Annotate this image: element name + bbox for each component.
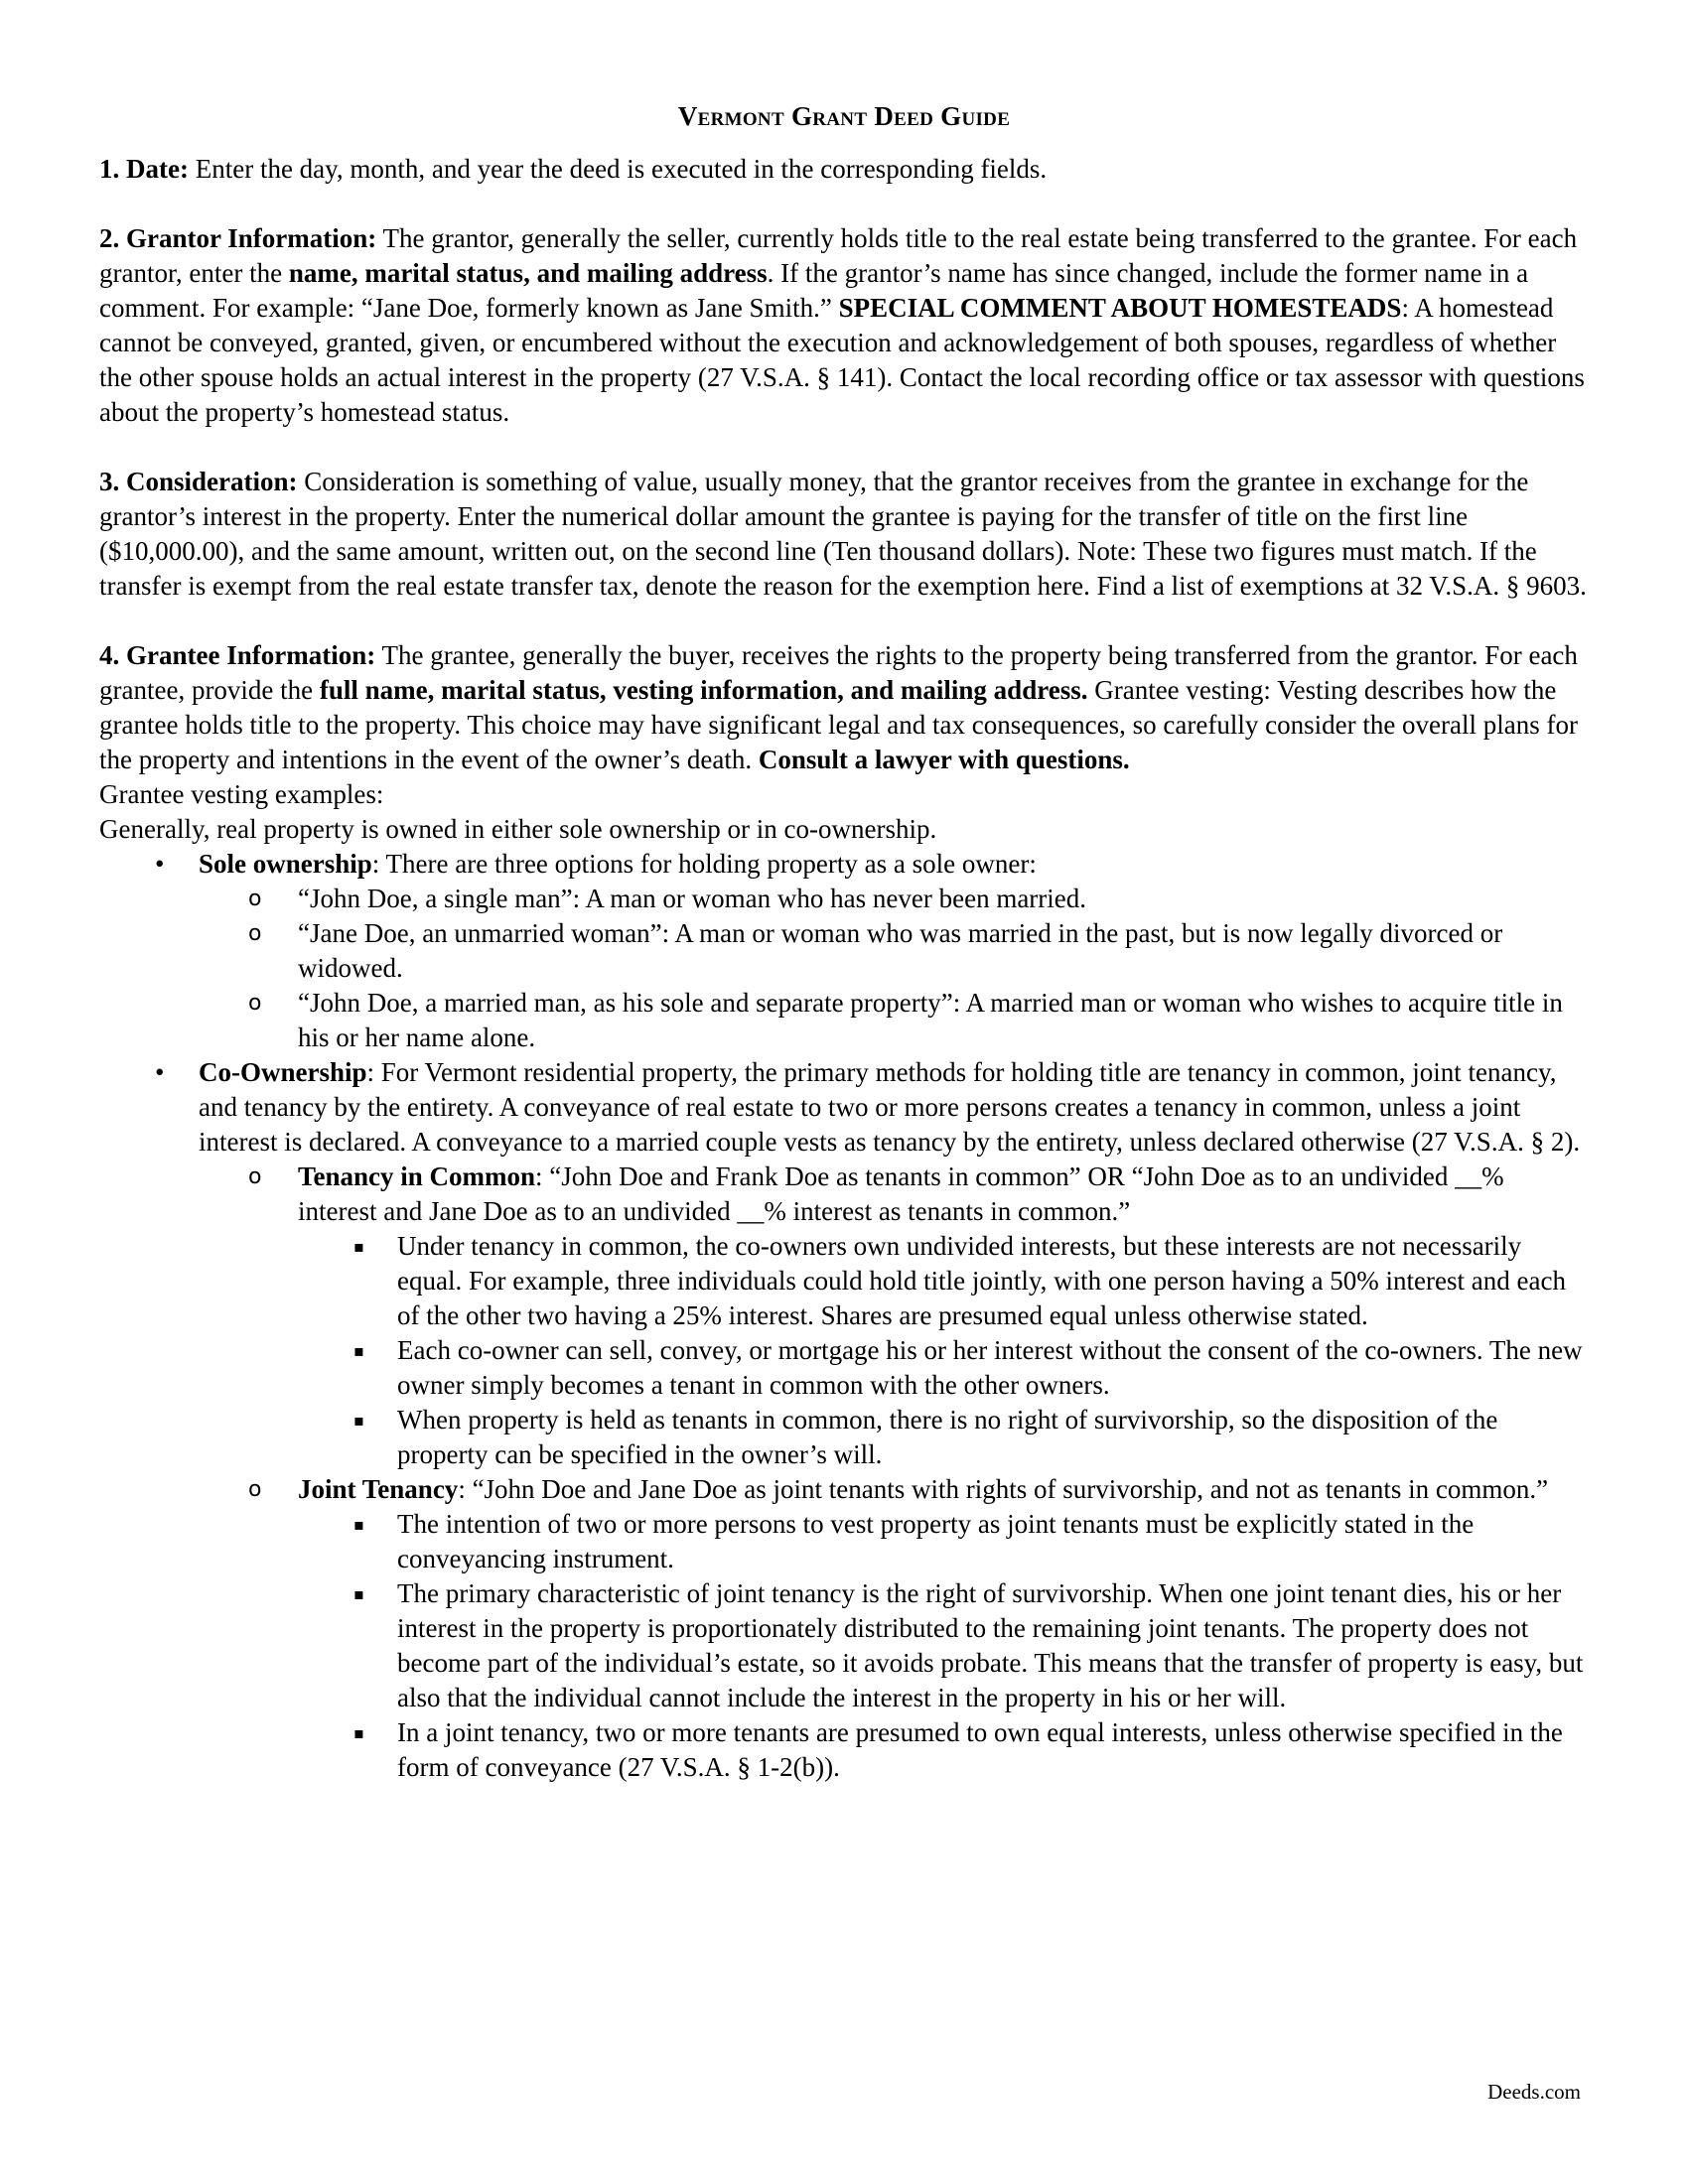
grantee-text-1: The grantee, generally the buyer, receives the rights to the property being transferred from the grantor. For each grantee, provide the [99, 640, 1578, 705]
square-bullet-icon: ▪ [353, 1411, 364, 1430]
list-item-tenancy-in-common [248, 1160, 1589, 1472]
consult-lawyer-note: Consult a lawyer with questions. [758, 745, 1130, 774]
bullet-icon: • [155, 849, 165, 879]
list-item [353, 1333, 1589, 1403]
page-title: Vermont Grant Deed Guide [677, 101, 1011, 131]
vesting-examples-label: Grantee vesting examples: [99, 779, 384, 809]
circle-bullet-icon: o [248, 1477, 262, 1502]
grantor-text-1: The grantor, generally the seller, currently holds title to the real estate being transferred to the grantee. For each grantor, enter the [99, 223, 1578, 288]
section-consideration-label: 3. Consideration: [99, 467, 298, 496]
grantee-text-2: Grantee vesting: Vesting describes how the grantee holds title to the property. This choice may have significant legal and tax consequences, so carefully consider the overall plans for the property and intentions in the event of the owner’s death. [99, 675, 1578, 774]
grantor-bold-1: name, marital status, and mailing address [288, 258, 768, 288]
list-item-co-ownership [155, 1055, 1589, 1785]
list-item-sole-ownership [155, 847, 1589, 1055]
tenancy-in-common-text: : “John Doe and Frank Doe as tenants in common” OR “John Doe as to an undivided __% interest and Jane Doe as to an undivided __% interest as tenants in common.” [298, 1161, 1504, 1226]
square-bullet-icon: ▪ [353, 1237, 364, 1256]
homestead-heading: SPECIAL COMMENT ABOUT HOMESTEADS [838, 293, 1402, 323]
co-ownership-label: Co-Ownership [199, 1057, 367, 1087]
sole-option-text: “Jane Doe, an unmarried woman”: A man or woman who was married in the past, but is now legally divorced or widowed. [298, 918, 1503, 983]
grantee-bold-1: full name, marital status, vesting information, and mailing address. [319, 675, 1088, 705]
sole-ownership-label: Sole ownership [199, 849, 372, 879]
joint-tenancy-label: Joint Tenancy [298, 1474, 459, 1504]
section-grantor-label: 2. Grantor Information: [99, 223, 377, 253]
list-item-joint-tenancy [248, 1472, 1589, 1785]
section-date-text: Enter the day, month, and year the deed is executed in the corresponding fields. [188, 154, 1048, 184]
list-item [248, 916, 1589, 986]
ownership-list [99, 847, 1589, 1785]
footer-source: Deeds.com [1487, 2080, 1581, 2104]
detail-text: The intention of two or more persons to vest property as joint tenants must be explicitly stated in the conveyancing instrument. [397, 1509, 1475, 1573]
square-bullet-icon: ▪ [353, 1723, 364, 1742]
list-item [353, 1403, 1589, 1472]
tenancy-in-common-label: Tenancy in Common [298, 1161, 536, 1191]
detail-text: Under tenancy in common, the co-owners own undivided interests, but these interests are not necessarily equal. For example, three individuals could hold title jointly, with one person having a 50% interest and each of the other two having a 25% interest. Shares are presumed equal unless otherwise stated. [397, 1231, 1566, 1330]
ownership-intro: Generally, real property is owned in either sole ownership or in co-ownership. [99, 814, 937, 844]
tenancy-in-common-details [298, 1229, 1589, 1472]
section-grantor [99, 221, 1589, 430]
document-page [99, 99, 1589, 1785]
list-item [248, 986, 1589, 1055]
joint-tenancy-details [298, 1507, 1589, 1785]
sole-ownership-options [199, 882, 1589, 1055]
consideration-text: Consideration is something of value, usually money, that the grantor receives from the grantee in exchange for the grantor’s interest in the property. Enter the numerical dollar amount the grantee is paying for the transfer of title on the first line ($10,000.00), and the same amount, written out, on the second line (Ten thousand dollars). Note: These two figures must match. If the transfer is exempt from the real estate transfer tax, denote the reason for the exemption here. Find a list of exemptions at 32 V.S.A. § 9603. [99, 467, 1587, 601]
sole-option-text: “John Doe, a single man”: A man or woman who has never been married. [298, 884, 1087, 913]
square-bullet-icon: ▪ [353, 1515, 364, 1534]
detail-text: In a joint tenancy, two or more tenants are presumed to own equal interests, unless otherwise specified in the form of conveyance (27 V.S.A. § 1-2(b)). [397, 1717, 1563, 1782]
section-date-label: 1. Date: [99, 154, 189, 184]
detail-text: The primary characteristic of joint tenancy is the right of survivorship. When one joint tenant dies, his or her interest in the property is proportionately distributed to the remaining joint tenants. The property does not become part of the individual’s estate, so it avoids probate. This means that the transfer of property is easy, but also that the individual cannot include the interest in the property in his or her will. [397, 1578, 1584, 1712]
detail-text: Each co-owner can sell, convey, or mortgage his or her interest without the consent of the co-owners. The new owner simply becomes a tenant in common with the other owners. [397, 1335, 1583, 1400]
square-bullet-icon: ▪ [353, 1341, 364, 1360]
circle-bullet-icon: o [248, 991, 262, 1016]
co-ownership-options [199, 1160, 1589, 1785]
section-grantee [99, 638, 1589, 777]
section-date [99, 152, 1589, 187]
list-item [353, 1715, 1589, 1785]
sole-option-text: “John Doe, a married man, as his sole and separate property”: A married man or woman who wishes to acquire title in his or her name alone. [298, 988, 1563, 1052]
list-item [248, 882, 1589, 916]
section-consideration [99, 465, 1589, 604]
grantor-text-2: . If the grantor’s name has since changed, include the former name in a comment. For example: “Jane Doe, formerly known as Jane Smith.” [99, 258, 1529, 323]
list-item [353, 1576, 1589, 1715]
bullet-icon: • [155, 1057, 165, 1087]
circle-bullet-icon: o [248, 887, 262, 911]
sole-ownership-text: : There are three options for holding property as a sole owner: [371, 849, 1037, 879]
circle-bullet-icon: o [248, 921, 262, 946]
list-item [353, 1229, 1589, 1333]
joint-tenancy-text: : “John Doe and Jane Doe as joint tenants with rights of survivorship, and not as tenants in common.” [458, 1474, 1549, 1504]
section-grantee-label: 4. Grantee Information: [99, 640, 376, 670]
square-bullet-icon: ▪ [353, 1584, 364, 1603]
list-item [353, 1507, 1589, 1576]
circle-bullet-icon: o [248, 1164, 262, 1189]
detail-text: When property is held as tenants in common, there is no right of survivorship, so the disposition of the property can be specified in the owner’s will. [397, 1405, 1498, 1469]
co-ownership-text: : For Vermont residential property, the primary methods for holding title are tenancy in common, joint tenancy, and tenancy by the entirety. A conveyance of real estate to two or more persons creates a tenancy in common, unless a joint interest is declared. A conveyance to a married couple vests as tenancy by the entirety, unless declared otherwise (27 V.S.A. § 2). [199, 1057, 1581, 1157]
grantor-text-3: : A homestead cannot be conveyed, granted, given, or encumbered without the execution and acknowledgement of both spouses, regardless of whether the other spouse holds an actual interest in the property (27 V.S.A. § 141). Contact the local recording office or tax assessor with questions about the property’s homestead status. [99, 293, 1585, 427]
